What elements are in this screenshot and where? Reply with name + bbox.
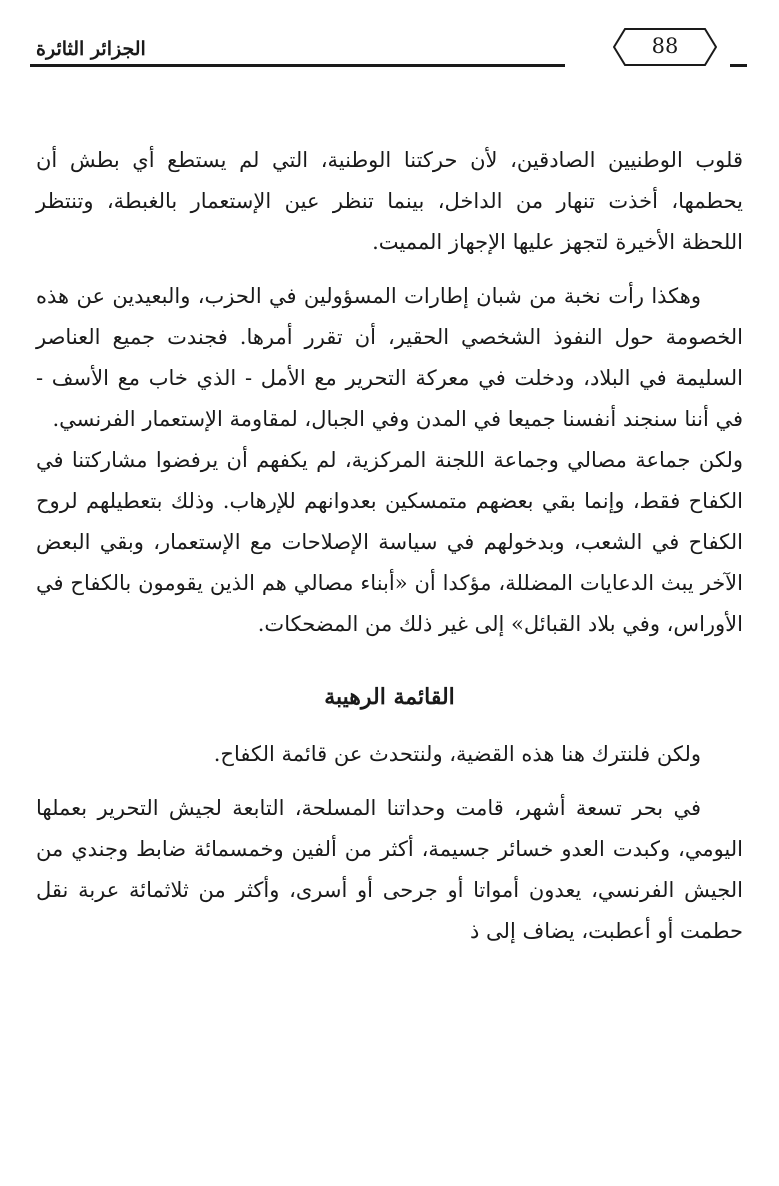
header-rule-left xyxy=(30,64,565,67)
page-header xyxy=(30,28,747,70)
header-rule-right xyxy=(730,64,747,67)
paragraph-2: وهكذا رأت نخبة من شبان إطارات المسؤولين في الحزب، والبعيدين عن هذه الخصومة حول النفوذ الشخصي الحقير، أن تقرر أمرها. فجندت جميع العناصر السليمة في البلاد، ودخلت في معركة التحرير مع الأمل - الذي خاب مع الأسف - في أننا سنجند أنفسنا جميعا في المدن وفي الجبال، لمقاومة الإستعمار الفرنسي. xyxy=(36,284,743,431)
running-title: الجزائر الثائرة xyxy=(36,38,146,60)
section-heading: القائمة الرهيبة xyxy=(324,684,455,710)
paragraph-1: قلوب الوطنيين الصادقين، لأن حركتنا الوطنية، التي لم يستطع أي بطش أن يحطمها، أخذت تنهار من الداخل، بينما تنظر عين الإستعمار بالغبطة، وتنتظر اللحظة الأخيرة لتجهز عليها الإجهاز المميت. xyxy=(36,148,743,254)
page-number: 88 xyxy=(651,34,679,58)
page-number-badge xyxy=(613,28,717,66)
page-body xyxy=(36,140,743,965)
paragraph-5: في بحر تسعة أشهر، قامت وحداتنا المسلحة، التابعة لجيش التحرير بعملها اليومي، وكبدت العدو خسائر جسيمة، أكثر من ألفين وخمسمائة ضابط وجندي من الجيش الفرنسي، يعدون أمواتا أو جرحى أو أسرى، وأكثر من ثلاثمائة عربة نقل حطمت أو أعطبت، يضاف إلى ذ xyxy=(36,796,743,943)
paragraph-3: ولكن جماعة مصالي وجماعة اللجنة المركزية، لم يكفهم أن يرفضوا مشاركتنا في الكفاح فقط، وإنما بقي بعضهم متمسكين بعدوانهم للإرهاب. وذلك بتعطيلهم لروح الكفاح في الشعب، وبدخولهم في سياسة الإصلاحات مع الإستعمار، وبقي البعض الآخر يبث الدعايات المضللة، مؤكدا أن «أبناء مصالي هم الذين يقومون بالكفاح في الأوراس، وفي بلاد القبائل» إلى غير ذلك من المضحكات. xyxy=(36,448,743,636)
paragraph-4: ولكن فلنترك هنا هذه القضية، ولنتحدث عن قائمة الكفاح. xyxy=(213,742,701,766)
